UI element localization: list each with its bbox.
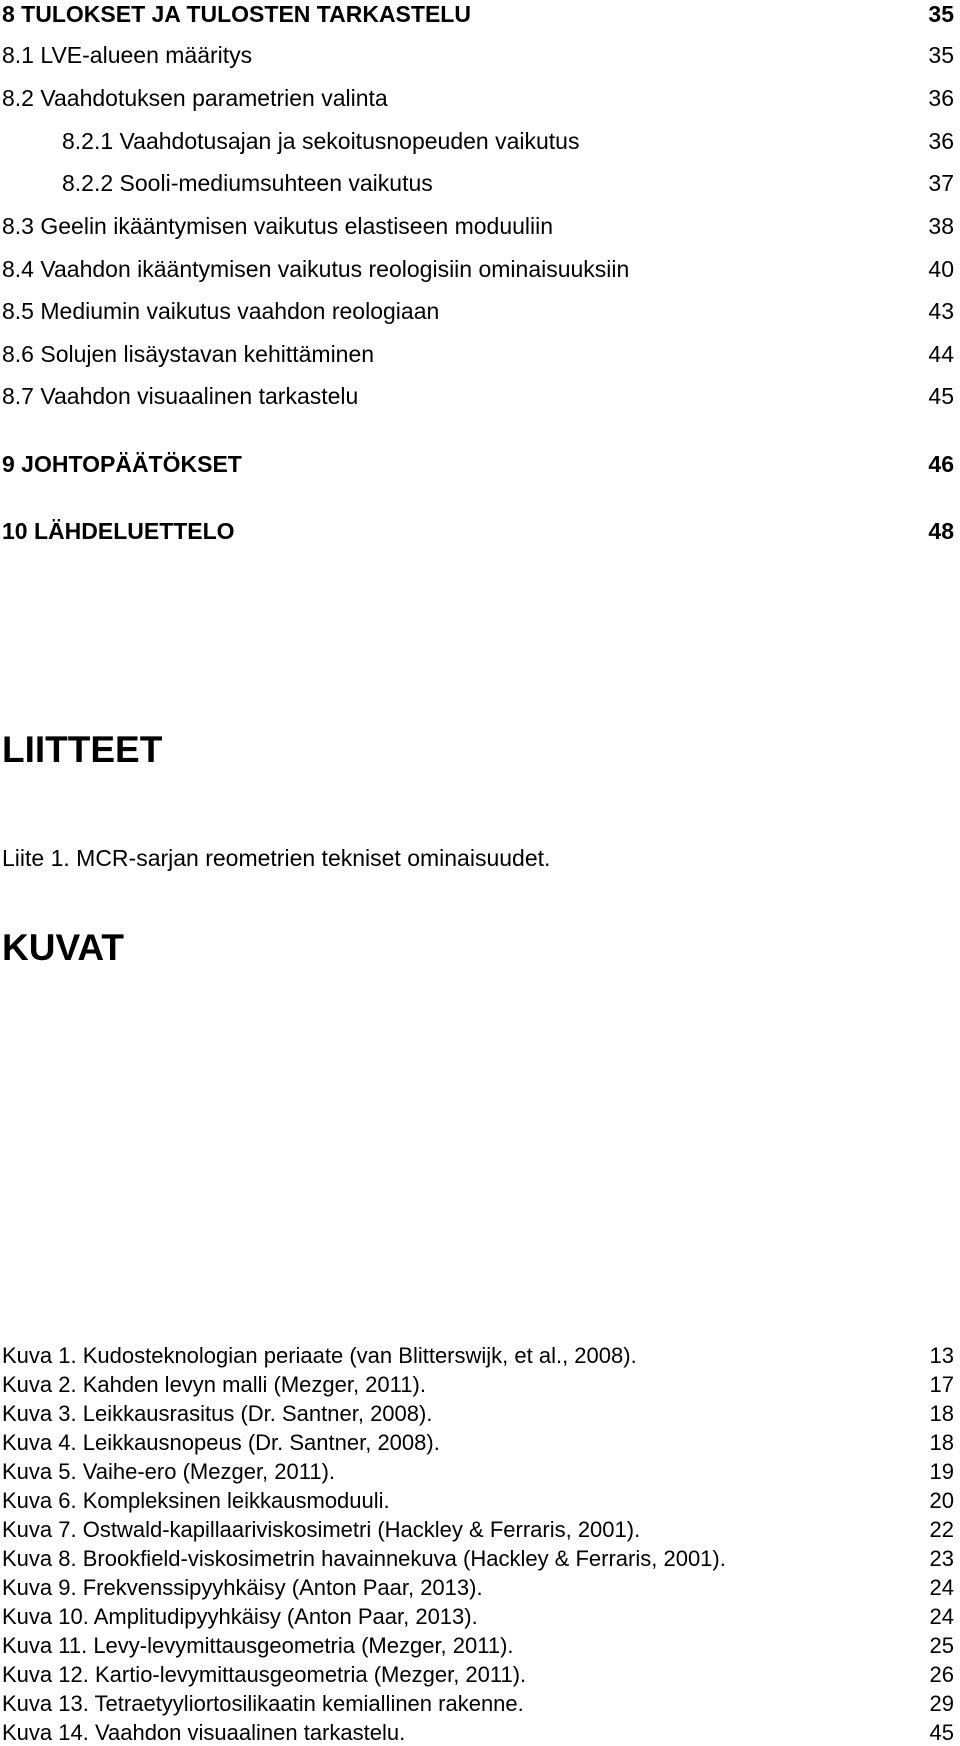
- figure-entry: [0, 1633, 960, 1659]
- figure-entry-title: Kuva 14. Vaahdon visuaalinen tarkastelu.: [2, 1720, 406, 1745]
- toc-entry: [0, 297, 960, 325]
- figure-entry-title: Kuva 11. Levy-levymittausgeometria (Mezger, 2011).: [2, 1633, 514, 1658]
- toc-entry: [0, 255, 960, 283]
- figure-entry-title: Kuva 1. Kudosteknologian periaate (van Blitterswijk, et al., 2008).: [2, 1343, 637, 1368]
- figure-entry-title: Kuva 10. Amplitudipyyhkäisy (Anton Paar, 2013).: [2, 1604, 478, 1629]
- figure-entry: [0, 1546, 960, 1572]
- toc-entry-title: 10 LÄHDELUETTELO: [2, 518, 235, 544]
- figure-entry-title: Kuva 2. Kahden levyn malli (Mezger, 2011).: [2, 1372, 426, 1397]
- figure-entry-title: Kuva 7. Ostwald-kapillaariviskosimetri (Hackley & Ferraris, 2001).: [2, 1517, 641, 1542]
- toc-entry-page: 37: [928, 170, 954, 196]
- toc-entry-page: 35: [928, 1, 954, 27]
- toc-entry-page: 36: [928, 128, 954, 154]
- toc-entry-page: 45: [928, 383, 954, 409]
- toc-entry-title: 8.1 LVE-alueen määritys: [2, 42, 253, 68]
- figure-entry-page: 29: [929, 1691, 954, 1716]
- figure-entry: [0, 1720, 960, 1746]
- figure-entry-page: 24: [929, 1604, 954, 1629]
- figure-entry: [0, 1517, 960, 1543]
- toc-entry-title: 8.4 Vaahdon ikääntymisen vaikutus reologisiin ominaisuuksiin: [2, 256, 630, 282]
- toc-entry: [0, 340, 960, 368]
- toc-entry-title: 9 JOHTOPÄÄTÖKSET: [2, 451, 242, 477]
- toc-entry: [0, 127, 960, 155]
- toc-entry: [0, 517, 960, 545]
- figure-entry-title: Kuva 6. Kompleksinen leikkausmoduuli.: [2, 1488, 390, 1513]
- toc-entry-page: 46: [928, 451, 954, 477]
- figure-entry-page: 25: [929, 1633, 954, 1658]
- figure-entry-page: 45: [929, 1720, 954, 1745]
- figure-entry-page: 22: [929, 1517, 954, 1542]
- figure-entry-page: 24: [929, 1575, 954, 1600]
- toc-entry-title: 8.5 Mediumin vaikutus vaahdon reologiaan: [2, 298, 440, 324]
- toc-entry-page: 36: [928, 85, 954, 111]
- figure-entry: [0, 1604, 960, 1630]
- figure-entry-title: Kuva 8. Brookfield-viskosimetrin havainnekuva (Hackley & Ferraris, 2001).: [2, 1546, 726, 1571]
- toc-entry: [0, 84, 960, 112]
- toc-entry-title: 8.3 Geelin ikääntymisen vaikutus elastiseen moduuliin: [2, 213, 554, 239]
- figure-entry-title: Kuva 12. Kartio-levymittausgeometria (Mezger, 2011).: [2, 1662, 527, 1687]
- toc-entry: [0, 450, 960, 478]
- toc-entry-title: 8.2.2 Sooli-mediumsuhteen vaikutus: [62, 170, 433, 196]
- toc-entry-page: 35: [928, 42, 954, 68]
- figure-entry-page: 18: [929, 1401, 954, 1426]
- figure-entry: [0, 1575, 960, 1601]
- figure-entry-page: 17: [929, 1372, 954, 1397]
- figure-entry-title: Kuva 4. Leikkausnopeus (Dr. Santner, 2008).: [2, 1430, 440, 1455]
- figure-entry: [0, 1401, 960, 1427]
- figure-entry-page: 20: [929, 1488, 954, 1513]
- figure-entry-title: Kuva 13. Tetraetyyliortosilikaatin kemiallinen rakenne.: [2, 1691, 524, 1716]
- figure-entry: [0, 1488, 960, 1514]
- appendix-entry: Liite 1. MCR-sarjan reometrien tekniset ominaisuudet.: [2, 845, 551, 871]
- toc-entry-page: 43: [928, 298, 954, 324]
- figures-heading: KUVAT: [2, 927, 124, 968]
- toc-entry: [0, 41, 960, 69]
- figure-entry-title: Kuva 9. Frekvenssipyyhkäisy (Anton Paar, 2013).: [2, 1575, 483, 1600]
- figure-entry: [0, 1662, 960, 1688]
- toc-entry-page: 44: [928, 341, 954, 367]
- toc-entry-title: 8.2 Vaahdotuksen parametrien valinta: [2, 85, 388, 111]
- toc-entry-title: 8 TULOKSET JA TULOSTEN TARKASTELU: [2, 1, 471, 27]
- figure-entry-page: 19: [929, 1459, 954, 1484]
- toc-entry: [0, 169, 960, 197]
- figure-entry-title: Kuva 5. Vaihe-ero (Mezger, 2011).: [2, 1459, 336, 1484]
- figure-entry-page: 23: [929, 1546, 954, 1571]
- figure-entry: [0, 1691, 960, 1717]
- figure-entry-page: 26: [929, 1662, 954, 1687]
- toc-entry-page: 40: [928, 256, 954, 282]
- figure-entry-page: 18: [929, 1430, 954, 1455]
- toc-entry-page: 48: [928, 518, 954, 544]
- toc-entry-title: 8.2.1 Vaahdotusajan ja sekoitusnopeuden vaikutus: [62, 128, 580, 154]
- toc-entry-page: 38: [928, 213, 954, 239]
- toc-entry: [0, 0, 960, 28]
- figure-entry: [0, 1459, 960, 1485]
- toc-entry-title: 8.7 Vaahdon visuaalinen tarkastelu: [2, 383, 359, 409]
- toc-entry: [0, 212, 960, 240]
- figure-entry-title: Kuva 3. Leikkausrasitus (Dr. Santner, 2008).: [2, 1401, 433, 1426]
- toc-entry: [0, 382, 960, 410]
- figure-entry-page: 13: [929, 1343, 954, 1368]
- figure-entry: [0, 1372, 960, 1398]
- figure-entry: [0, 1343, 960, 1369]
- appendices-heading: LIITTEET: [2, 729, 163, 770]
- figure-entry: [0, 1430, 960, 1456]
- toc-entry-title: 8.6 Solujen lisäystavan kehittäminen: [2, 341, 375, 367]
